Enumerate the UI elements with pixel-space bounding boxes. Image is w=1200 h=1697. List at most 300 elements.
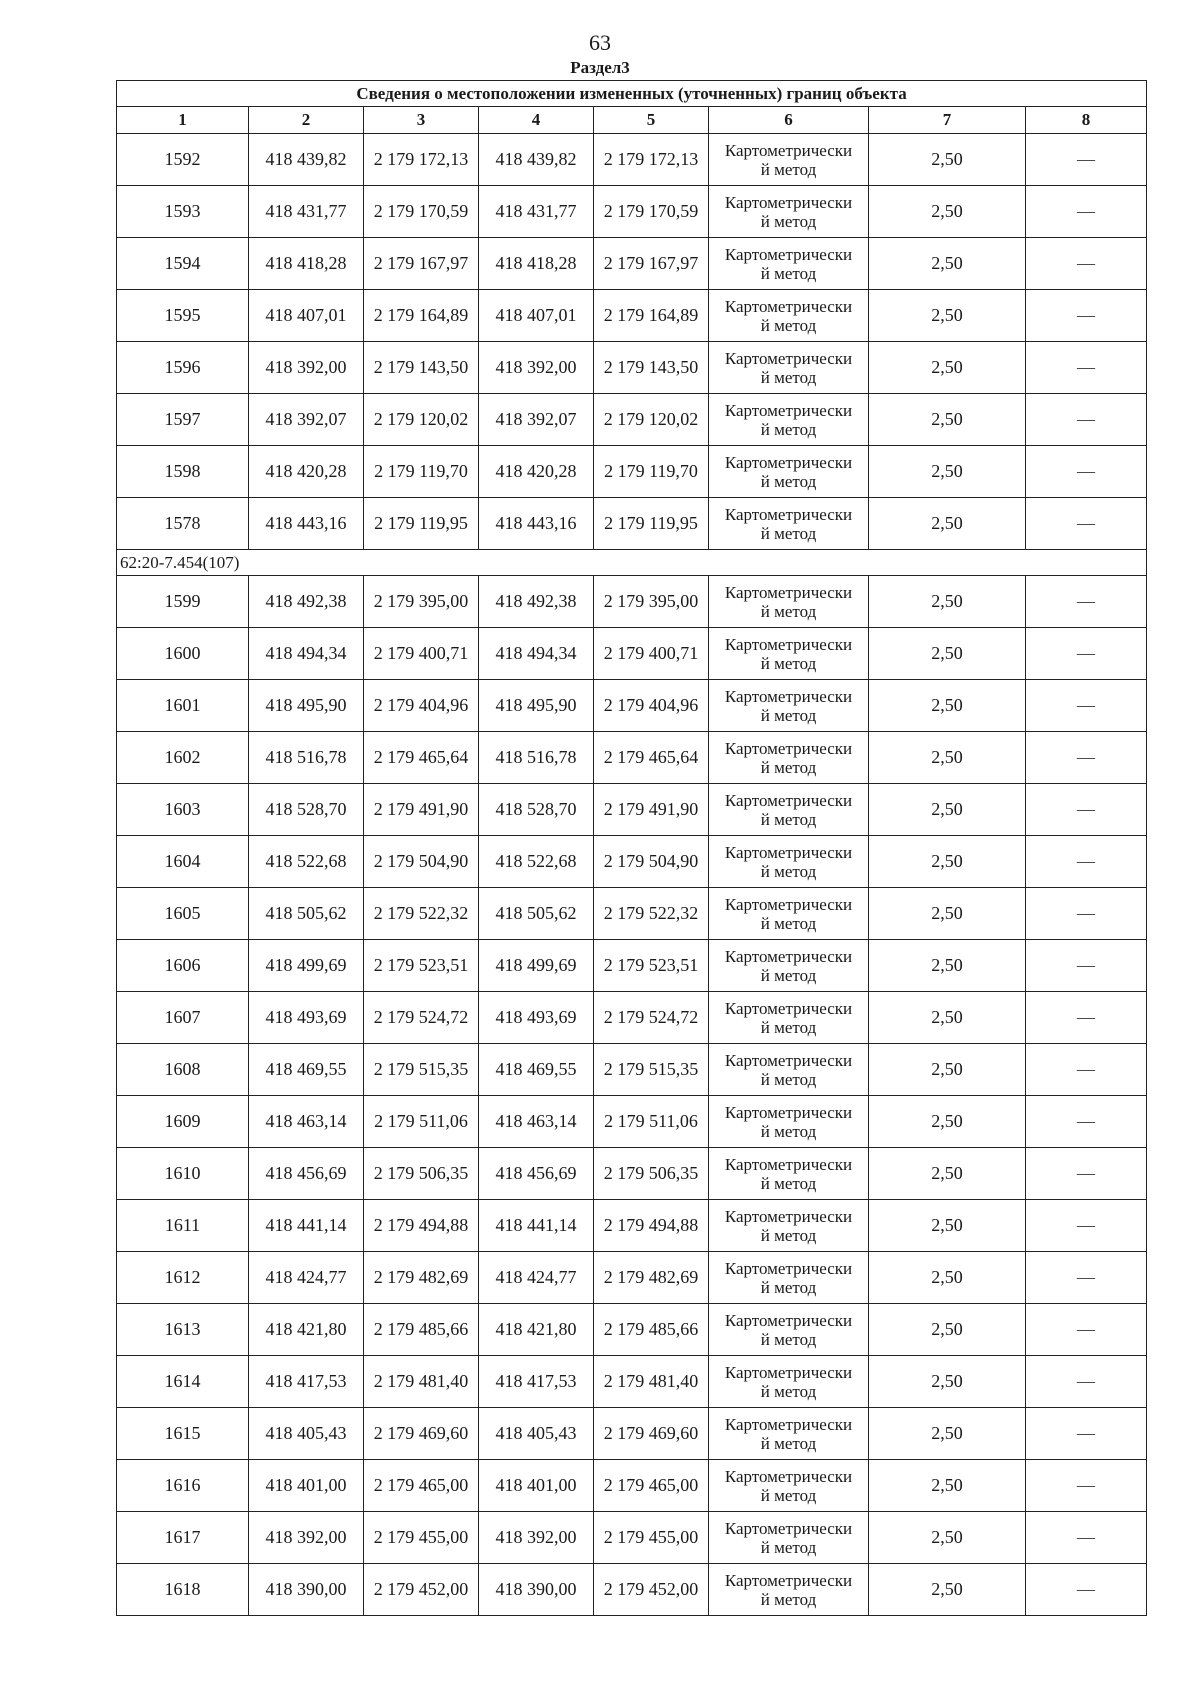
- extra-cell: —: [1026, 1252, 1147, 1304]
- method-cell: [709, 238, 869, 290]
- coord-cell: 418 401,00: [249, 1460, 364, 1512]
- table-row: [117, 1044, 1147, 1096]
- method-line: й метод: [760, 1486, 817, 1505]
- table-row: [117, 1096, 1147, 1148]
- coord-cell: 2 179 404,96: [594, 680, 709, 732]
- table-row: [117, 1252, 1147, 1304]
- method-line: Картометрически: [724, 1519, 853, 1538]
- method-line: й метод: [760, 1538, 817, 1557]
- extra-cell: —: [1026, 1564, 1147, 1616]
- coord-cell: 2 179 400,71: [364, 628, 479, 680]
- method-line: Картометрически: [724, 1155, 853, 1174]
- method-line: й метод: [760, 1018, 817, 1037]
- coord-cell: 2 179 167,97: [594, 238, 709, 290]
- accuracy-cell: 2,50: [869, 784, 1026, 836]
- method-cell: [709, 1044, 869, 1096]
- method-line: Картометрически: [724, 297, 853, 316]
- coord-cell: 2 179 469,60: [594, 1408, 709, 1460]
- method-cell: [709, 992, 869, 1044]
- accuracy-cell: 2,50: [869, 134, 1026, 186]
- coord-cell: 418 431,77: [249, 186, 364, 238]
- extra-cell: —: [1026, 680, 1147, 732]
- table-row: [117, 732, 1147, 784]
- coord-cell: 2 179 452,00: [594, 1564, 709, 1616]
- coord-cell: 418 463,14: [479, 1096, 594, 1148]
- coord-cell: 2 179 511,06: [594, 1096, 709, 1148]
- method-cell: [709, 134, 869, 186]
- coord-cell: 418 463,14: [249, 1096, 364, 1148]
- table-caption: Сведения о местоположении измененных (уточненных) границ объекта: [117, 81, 1147, 107]
- method-line: й метод: [760, 1382, 817, 1401]
- coord-cell: 2 179 404,96: [364, 680, 479, 732]
- point-id-cell: 1598: [117, 446, 249, 498]
- point-id-cell: 1603: [117, 784, 249, 836]
- extra-cell: —: [1026, 888, 1147, 940]
- method-line: Картометрически: [724, 1311, 853, 1330]
- method-cell: [709, 732, 869, 784]
- method-line: Картометрически: [724, 1363, 853, 1382]
- method-cell: [709, 680, 869, 732]
- coord-cell: 2 179 469,60: [364, 1408, 479, 1460]
- coord-cell: 2 179 170,59: [594, 186, 709, 238]
- coord-cell: 2 179 524,72: [594, 992, 709, 1044]
- coord-cell: 418 505,62: [249, 888, 364, 940]
- coord-cell: 2 179 504,90: [594, 836, 709, 888]
- method-line: й метод: [760, 212, 817, 231]
- coord-cell: 418 505,62: [479, 888, 594, 940]
- table-row: [117, 628, 1147, 680]
- method-line: Картометрически: [724, 895, 853, 914]
- column-number-row: [117, 107, 1147, 134]
- coord-cell: 2 179 119,70: [364, 446, 479, 498]
- point-id-cell: 1610: [117, 1148, 249, 1200]
- accuracy-cell: 2,50: [869, 628, 1026, 680]
- coord-cell: 418 392,00: [249, 1512, 364, 1564]
- coord-cell: 418 392,07: [479, 394, 594, 446]
- point-id-cell: 1600: [117, 628, 249, 680]
- coord-cell: 2 179 170,59: [364, 186, 479, 238]
- table-row: [117, 940, 1147, 992]
- extra-cell: —: [1026, 342, 1147, 394]
- coord-cell: 418 405,43: [249, 1408, 364, 1460]
- coord-cell: 2 179 465,64: [594, 732, 709, 784]
- coord-cell: 418 392,00: [479, 1512, 594, 1564]
- method-cell: [709, 1252, 869, 1304]
- coord-cell: 418 456,69: [249, 1148, 364, 1200]
- accuracy-cell: 2,50: [869, 1148, 1026, 1200]
- coord-cell: 2 179 494,88: [364, 1200, 479, 1252]
- coord-cell: 418 516,78: [479, 732, 594, 784]
- coord-cell: 418 420,28: [249, 446, 364, 498]
- coord-cell: 418 417,53: [479, 1356, 594, 1408]
- coord-cell: 418 441,14: [249, 1200, 364, 1252]
- coord-cell: 2 179 455,00: [594, 1512, 709, 1564]
- table-body-part1: [117, 134, 1147, 550]
- extra-cell: —: [1026, 992, 1147, 1044]
- method-line: Картометрически: [724, 349, 853, 368]
- boundary-table: [116, 80, 1147, 1616]
- method-cell: [709, 1408, 869, 1460]
- method-line: Картометрически: [724, 1051, 853, 1070]
- accuracy-cell: 2,50: [869, 1356, 1026, 1408]
- coord-cell: 418 390,00: [249, 1564, 364, 1616]
- coord-cell: 2 179 119,70: [594, 446, 709, 498]
- method-line: Картометрически: [724, 1415, 853, 1434]
- coord-cell: 418 494,34: [249, 628, 364, 680]
- coord-cell: 418 421,80: [249, 1304, 364, 1356]
- method-line: Картометрически: [724, 687, 853, 706]
- coord-cell: 418 392,07: [249, 394, 364, 446]
- coord-cell: 2 179 455,00: [364, 1512, 479, 1564]
- extra-cell: —: [1026, 394, 1147, 446]
- point-id-cell: 1594: [117, 238, 249, 290]
- point-id-cell: 1593: [117, 186, 249, 238]
- method-cell: [709, 1460, 869, 1512]
- method-cell: [709, 888, 869, 940]
- coord-cell: 418 469,55: [479, 1044, 594, 1096]
- extra-cell: —: [1026, 1356, 1147, 1408]
- coord-cell: 418 495,90: [249, 680, 364, 732]
- method-line: Картометрически: [724, 635, 853, 654]
- coord-cell: 2 179 482,69: [594, 1252, 709, 1304]
- table-row: [117, 342, 1147, 394]
- method-line: й метод: [760, 420, 817, 439]
- method-line: Картометрически: [724, 1259, 853, 1278]
- accuracy-cell: 2,50: [869, 342, 1026, 394]
- method-cell: [709, 1148, 869, 1200]
- extra-cell: —: [1026, 1512, 1147, 1564]
- method-cell: [709, 576, 869, 628]
- method-cell: [709, 1304, 869, 1356]
- coord-cell: 418 495,90: [479, 680, 594, 732]
- method-cell: [709, 1096, 869, 1148]
- extra-cell: —: [1026, 1408, 1147, 1460]
- coord-cell: 418 401,00: [479, 1460, 594, 1512]
- accuracy-cell: 2,50: [869, 1304, 1026, 1356]
- accuracy-cell: 2,50: [869, 680, 1026, 732]
- point-id-cell: 1614: [117, 1356, 249, 1408]
- coord-cell: 2 179 395,00: [594, 576, 709, 628]
- coord-cell: 418 431,77: [479, 186, 594, 238]
- coord-cell: 418 390,00: [479, 1564, 594, 1616]
- coord-cell: 2 179 164,89: [594, 290, 709, 342]
- method-line: й метод: [760, 1070, 817, 1089]
- coord-cell: 2 179 482,69: [364, 1252, 479, 1304]
- table-row: [117, 1512, 1147, 1564]
- extra-cell: —: [1026, 1304, 1147, 1356]
- coord-cell: 418 522,68: [249, 836, 364, 888]
- coord-cell: 2 179 400,71: [594, 628, 709, 680]
- coord-cell: 418 439,82: [249, 134, 364, 186]
- method-cell: [709, 186, 869, 238]
- coord-cell: 2 179 164,89: [364, 290, 479, 342]
- method-line: Картометрически: [724, 453, 853, 472]
- accuracy-cell: 2,50: [869, 1512, 1026, 1564]
- extra-cell: —: [1026, 732, 1147, 784]
- method-line: Картометрически: [724, 583, 853, 602]
- page-number: 63: [589, 30, 611, 55]
- point-id-cell: 1613: [117, 1304, 249, 1356]
- method-line: Картометрически: [724, 245, 853, 264]
- method-line: Картометрически: [724, 1207, 853, 1226]
- method-line: й метод: [760, 1174, 817, 1193]
- coord-cell: 418 392,00: [479, 342, 594, 394]
- column-number: 1: [117, 107, 249, 134]
- method-cell: [709, 1512, 869, 1564]
- extra-cell: —: [1026, 186, 1147, 238]
- coord-cell: 2 179 465,00: [594, 1460, 709, 1512]
- coord-cell: 2 179 120,02: [594, 394, 709, 446]
- point-id-cell: 1608: [117, 1044, 249, 1096]
- method-line: й метод: [760, 160, 817, 179]
- point-id-cell: 1578: [117, 498, 249, 550]
- extra-cell: —: [1026, 1044, 1147, 1096]
- method-line: й метод: [760, 1330, 817, 1349]
- coord-cell: 2 179 465,64: [364, 732, 479, 784]
- accuracy-cell: 2,50: [869, 290, 1026, 342]
- coord-cell: 2 179 452,00: [364, 1564, 479, 1616]
- coord-cell: 418 421,80: [479, 1304, 594, 1356]
- method-line: й метод: [760, 264, 817, 283]
- method-cell: [709, 784, 869, 836]
- table-row: [117, 888, 1147, 940]
- accuracy-cell: 2,50: [869, 576, 1026, 628]
- coord-cell: 418 392,00: [249, 342, 364, 394]
- accuracy-cell: 2,50: [869, 1044, 1026, 1096]
- accuracy-cell: 2,50: [869, 238, 1026, 290]
- coord-cell: 2 179 485,66: [364, 1304, 479, 1356]
- extra-cell: —: [1026, 576, 1147, 628]
- method-line: й метод: [760, 1226, 817, 1245]
- point-id-cell: 1616: [117, 1460, 249, 1512]
- extra-cell: —: [1026, 1148, 1147, 1200]
- extra-cell: —: [1026, 784, 1147, 836]
- extra-cell: —: [1026, 1200, 1147, 1252]
- method-cell: [709, 342, 869, 394]
- coord-cell: 418 418,28: [479, 238, 594, 290]
- column-number: 2: [249, 107, 364, 134]
- coord-cell: 418 493,69: [479, 992, 594, 1044]
- method-line: й метод: [760, 862, 817, 881]
- table-row: [117, 1408, 1147, 1460]
- point-id-cell: 1597: [117, 394, 249, 446]
- method-line: й метод: [760, 602, 817, 621]
- coord-cell: 418 499,69: [479, 940, 594, 992]
- method-line: Картометрически: [724, 947, 853, 966]
- coord-cell: 418 407,01: [479, 290, 594, 342]
- method-line: Картометрически: [724, 791, 853, 810]
- coord-cell: 2 179 167,97: [364, 238, 479, 290]
- method-line: й метод: [760, 914, 817, 933]
- group-section: [117, 550, 1147, 576]
- method-line: Картометрически: [724, 193, 853, 212]
- coord-cell: 418 417,53: [249, 1356, 364, 1408]
- point-id-cell: 1617: [117, 1512, 249, 1564]
- accuracy-cell: 2,50: [869, 446, 1026, 498]
- coord-cell: 418 492,38: [479, 576, 594, 628]
- coord-cell: 2 179 172,13: [594, 134, 709, 186]
- extra-cell: —: [1026, 628, 1147, 680]
- coord-cell: 418 456,69: [479, 1148, 594, 1200]
- coord-cell: 418 443,16: [479, 498, 594, 550]
- accuracy-cell: 2,50: [869, 888, 1026, 940]
- coord-cell: 2 179 522,32: [594, 888, 709, 940]
- method-line: Картометрически: [724, 505, 853, 524]
- coord-cell: 2 179 172,13: [364, 134, 479, 186]
- accuracy-cell: 2,50: [869, 1408, 1026, 1460]
- coord-cell: 418 528,70: [249, 784, 364, 836]
- method-line: й метод: [760, 654, 817, 673]
- table-row: [117, 680, 1147, 732]
- method-cell: [709, 394, 869, 446]
- coord-cell: 2 179 491,90: [364, 784, 479, 836]
- extra-cell: —: [1026, 1096, 1147, 1148]
- table-row: [117, 1304, 1147, 1356]
- accuracy-cell: 2,50: [869, 992, 1026, 1044]
- method-line: й метод: [760, 810, 817, 829]
- method-line: й метод: [760, 316, 817, 335]
- method-cell: [709, 1356, 869, 1408]
- coord-cell: 2 179 522,32: [364, 888, 479, 940]
- method-line: й метод: [760, 368, 817, 387]
- coord-cell: 418 441,14: [479, 1200, 594, 1252]
- point-id-cell: 1607: [117, 992, 249, 1044]
- table-row: [117, 238, 1147, 290]
- point-id-cell: 1609: [117, 1096, 249, 1148]
- method-line: Картометрически: [724, 401, 853, 420]
- coord-cell: 2 179 395,00: [364, 576, 479, 628]
- coord-cell: 418 407,01: [249, 290, 364, 342]
- table-row: [117, 1460, 1147, 1512]
- coord-cell: 418 420,28: [479, 446, 594, 498]
- column-number: 3: [364, 107, 479, 134]
- extra-cell: —: [1026, 940, 1147, 992]
- extra-cell: —: [1026, 836, 1147, 888]
- coord-cell: 2 179 481,40: [594, 1356, 709, 1408]
- coord-cell: 2 179 143,50: [594, 342, 709, 394]
- accuracy-cell: 2,50: [869, 1252, 1026, 1304]
- coord-cell: 2 179 506,35: [594, 1148, 709, 1200]
- accuracy-cell: 2,50: [869, 732, 1026, 784]
- extra-cell: —: [1026, 1460, 1147, 1512]
- coord-cell: 418 522,68: [479, 836, 594, 888]
- method-cell: [709, 498, 869, 550]
- coord-cell: 2 179 119,95: [594, 498, 709, 550]
- method-cell: [709, 290, 869, 342]
- accuracy-cell: 2,50: [869, 498, 1026, 550]
- coord-cell: 418 499,69: [249, 940, 364, 992]
- method-line: Картометрически: [724, 141, 853, 160]
- method-line: й метод: [760, 758, 817, 777]
- coord-cell: 2 179 524,72: [364, 992, 479, 1044]
- method-line: Картометрически: [724, 999, 853, 1018]
- table-row: [117, 498, 1147, 550]
- group-label: 62:20-7.454(107): [117, 550, 1147, 576]
- accuracy-cell: 2,50: [869, 940, 1026, 992]
- point-id-cell: 1601: [117, 680, 249, 732]
- method-cell: [709, 1200, 869, 1252]
- point-id-cell: 1615: [117, 1408, 249, 1460]
- coord-cell: 418 528,70: [479, 784, 594, 836]
- coord-cell: 2 179 120,02: [364, 394, 479, 446]
- extra-cell: —: [1026, 290, 1147, 342]
- column-number: 7: [869, 107, 1026, 134]
- method-cell: [709, 940, 869, 992]
- table-row: [117, 1564, 1147, 1616]
- point-id-cell: 1611: [117, 1200, 249, 1252]
- point-id-cell: 1612: [117, 1252, 249, 1304]
- column-number: 6: [709, 107, 869, 134]
- point-id-cell: 1592: [117, 134, 249, 186]
- method-line: Картометрически: [724, 1103, 853, 1122]
- extra-cell: —: [1026, 446, 1147, 498]
- coord-cell: 2 179 481,40: [364, 1356, 479, 1408]
- method-line: й метод: [760, 524, 817, 543]
- accuracy-cell: 2,50: [869, 186, 1026, 238]
- accuracy-cell: 2,50: [869, 1200, 1026, 1252]
- table-row: [117, 446, 1147, 498]
- method-cell: [709, 836, 869, 888]
- extra-cell: —: [1026, 498, 1147, 550]
- method-line: й метод: [760, 1590, 817, 1609]
- table-row: [117, 1200, 1147, 1252]
- table-row: [117, 1356, 1147, 1408]
- method-cell: [709, 1564, 869, 1616]
- coord-cell: 418 405,43: [479, 1408, 594, 1460]
- accuracy-cell: 2,50: [869, 1460, 1026, 1512]
- coord-cell: 418 516,78: [249, 732, 364, 784]
- method-line: Картометрически: [724, 739, 853, 758]
- coord-cell: 2 179 523,51: [594, 940, 709, 992]
- coord-cell: 418 424,77: [479, 1252, 594, 1304]
- method-line: Картометрически: [724, 1467, 853, 1486]
- table-row: [117, 836, 1147, 888]
- coord-cell: 2 179 491,90: [594, 784, 709, 836]
- coord-cell: 418 469,55: [249, 1044, 364, 1096]
- method-cell: [709, 628, 869, 680]
- point-id-cell: 1604: [117, 836, 249, 888]
- coord-cell: 2 179 506,35: [364, 1148, 479, 1200]
- extra-cell: —: [1026, 134, 1147, 186]
- column-number: 8: [1026, 107, 1147, 134]
- column-number: 4: [479, 107, 594, 134]
- coord-cell: 418 494,34: [479, 628, 594, 680]
- coord-cell: 2 179 465,00: [364, 1460, 479, 1512]
- coord-cell: 418 418,28: [249, 238, 364, 290]
- coord-cell: 418 443,16: [249, 498, 364, 550]
- accuracy-cell: 2,50: [869, 1096, 1026, 1148]
- coord-cell: 2 179 515,35: [364, 1044, 479, 1096]
- method-line: й метод: [760, 1122, 817, 1141]
- coord-cell: 2 179 494,88: [594, 1200, 709, 1252]
- coord-cell: 2 179 143,50: [364, 342, 479, 394]
- point-id-cell: 1605: [117, 888, 249, 940]
- method-line: й метод: [760, 1434, 817, 1453]
- coord-cell: 2 179 485,66: [594, 1304, 709, 1356]
- coord-cell: 2 179 515,35: [594, 1044, 709, 1096]
- method-line: Картометрически: [724, 1571, 853, 1590]
- method-line: Картометрически: [724, 843, 853, 862]
- coord-cell: 418 493,69: [249, 992, 364, 1044]
- coord-cell: 2 179 511,06: [364, 1096, 479, 1148]
- point-id-cell: 1602: [117, 732, 249, 784]
- point-id-cell: 1599: [117, 576, 249, 628]
- table-row: [117, 134, 1147, 186]
- table-row: [117, 394, 1147, 446]
- method-line: й метод: [760, 966, 817, 985]
- coord-cell: 418 492,38: [249, 576, 364, 628]
- table-row: [117, 1148, 1147, 1200]
